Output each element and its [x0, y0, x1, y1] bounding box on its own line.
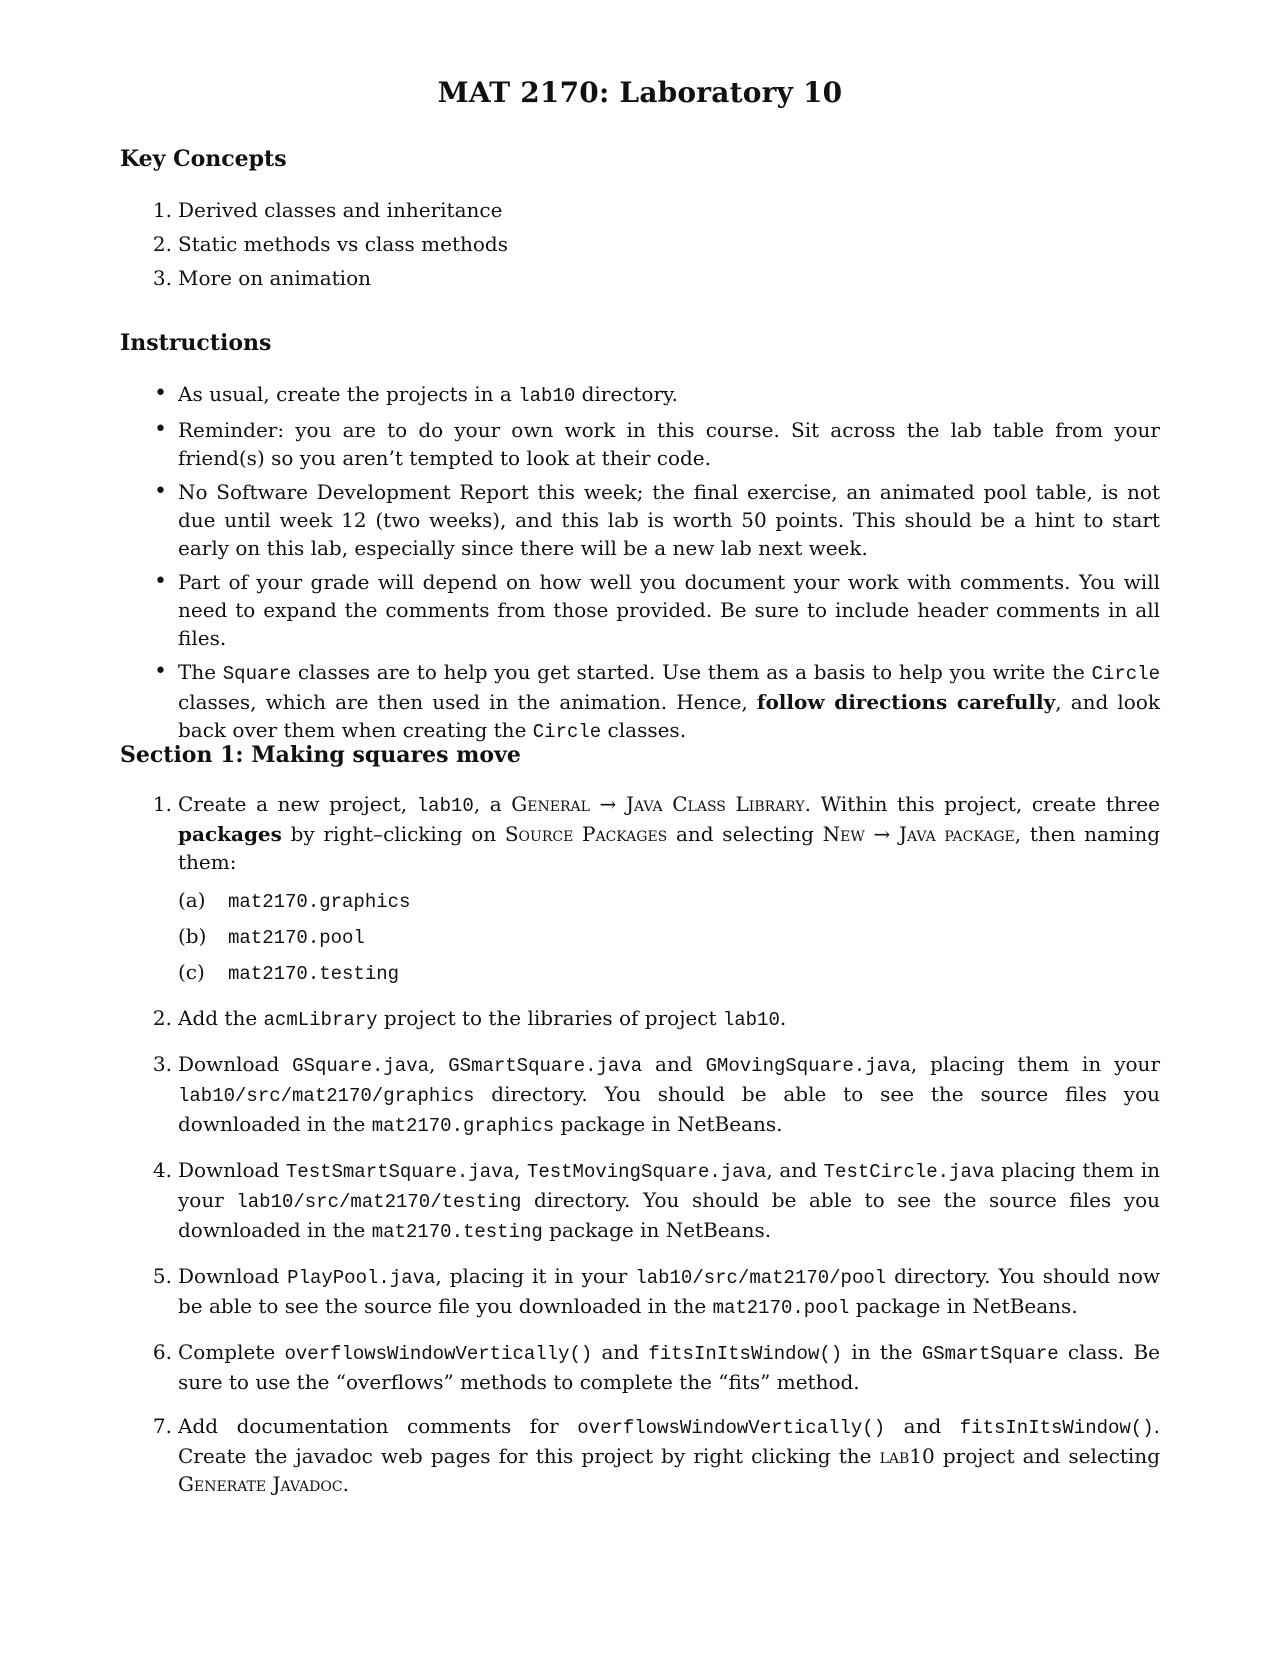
code: mat2170.pool	[712, 1297, 850, 1319]
code: overflowsWindowVertically()	[577, 1417, 886, 1439]
list-item	[120, 790, 1160, 876]
bullet-icon: •	[154, 659, 167, 684]
code: Square	[222, 663, 292, 685]
item-number: 7.	[152, 1414, 172, 1438]
item-number: 6.	[152, 1340, 172, 1364]
code: lab10/src/mat2170/pool	[635, 1267, 887, 1289]
item-number: 1.	[152, 792, 172, 816]
page-title: MAT 2170: Laboratory 10	[437, 76, 843, 109]
item-number: 4.	[152, 1158, 172, 1182]
text: , and	[766, 1158, 824, 1182]
bullet-icon: •	[154, 381, 167, 406]
instructions-heading: Instructions	[120, 330, 272, 356]
bullet-item	[120, 416, 1160, 472]
item-text: Static methods vs class methods	[178, 232, 508, 256]
list-item	[120, 230, 1160, 258]
code: lab10	[416, 795, 474, 817]
text: classes, which are then used in the animation. Hence,	[178, 690, 757, 714]
text: Complete	[178, 1340, 285, 1364]
sub-item	[120, 922, 1160, 952]
menu-label: Java package	[898, 822, 1015, 846]
bullet-icon: •	[154, 479, 167, 504]
text: classes.	[601, 718, 687, 742]
bullet-icon: •	[154, 417, 167, 442]
list-item	[120, 264, 1160, 292]
bold-text: follow directions carefully	[756, 690, 1056, 714]
menu-label: Java Class Library	[625, 792, 805, 816]
bullet-item	[120, 478, 1160, 562]
text: Reminder: you are to do your own work in this course. Sit across the lab table from your friend(s) so you aren’t tempted to look at their code.	[178, 418, 1160, 470]
text: .	[779, 1006, 787, 1030]
sub-item-label: (c)	[178, 960, 205, 984]
text: Download	[178, 1052, 293, 1076]
code: acmLibrary	[263, 1009, 378, 1031]
code: overflowsWindowVertically()	[284, 1343, 593, 1365]
text: . Create the javadoc web pages for this project by right clicking the	[178, 1414, 1160, 1468]
text: , and look back over them when creating the	[178, 690, 1161, 742]
text: , placing them in your	[910, 1052, 1160, 1076]
instructions-list	[120, 380, 1160, 746]
code: mat2170.testing	[371, 1221, 543, 1243]
key-concepts-heading: Key Concepts	[120, 146, 287, 172]
text: Create a new project,	[178, 792, 417, 816]
sub-item	[120, 886, 1160, 916]
text: Part of your grade will depend on how well you document your work with comments. You will need to expand the comments from those provided. Be sure to include header comments in all files.	[178, 570, 1160, 650]
item-number: 3.	[152, 1052, 172, 1076]
text: , then naming them:	[178, 822, 1161, 874]
code: TestSmartSquare.java	[285, 1161, 514, 1183]
code: Circle	[1091, 663, 1160, 685]
text: .	[342, 1472, 349, 1496]
text: Add the	[178, 1006, 264, 1030]
text: , placing it in your	[435, 1264, 636, 1288]
code: GMovingSquare.java	[705, 1055, 911, 1077]
menu-label: Generate Javadoc	[178, 1472, 343, 1496]
text: project to the libraries of project	[377, 1006, 723, 1030]
bullet-item	[120, 568, 1160, 652]
text: and	[592, 1340, 649, 1364]
arrow-icon: →	[873, 822, 891, 846]
key-concepts-list	[120, 196, 1160, 292]
code: GSmartSquare.java	[448, 1055, 643, 1077]
section1-heading: Section 1: Making squares move	[120, 742, 521, 768]
code: lab10	[518, 385, 576, 407]
text: and selecting	[667, 822, 823, 846]
code: fitsInItsWindow()	[959, 1417, 1154, 1439]
code: lab10	[722, 1009, 780, 1031]
code: TestMovingSquare.java	[526, 1161, 767, 1183]
menu-label: Source Packages	[504, 822, 668, 846]
text: directory. You should be able to see the source files you downloaded in the	[178, 1188, 1160, 1242]
code: mat2170.testing	[228, 963, 400, 985]
text: classes are to help you get started. Use them as a basis to help you write the	[291, 660, 1092, 684]
list-item	[120, 1156, 1160, 1246]
list-item	[120, 1338, 1160, 1396]
code: lab10/src/mat2170/testing	[236, 1191, 522, 1213]
bullet-item	[120, 380, 1160, 410]
text: package in NetBeans.	[554, 1112, 783, 1136]
list-item	[120, 1262, 1160, 1322]
text: in the	[842, 1340, 922, 1364]
text: by right–clicking on	[281, 822, 505, 846]
text: Download	[178, 1264, 288, 1288]
item-number: 2.	[152, 1006, 172, 1030]
item-number: 1.	[152, 198, 172, 222]
code: mat2170.pool	[228, 927, 365, 949]
menu-label: lab10	[879, 1444, 935, 1468]
text: ,	[513, 1158, 527, 1182]
code: mat2170.graphics	[228, 891, 411, 913]
list-item	[120, 1050, 1160, 1140]
list-item	[120, 1004, 1160, 1034]
bold-text: packages	[178, 822, 282, 846]
section1-list	[120, 790, 1160, 1498]
item-number: 2.	[152, 232, 172, 256]
arrow-icon: →	[599, 792, 617, 816]
text: placing them in your	[178, 1158, 1160, 1212]
list-item	[120, 196, 1160, 224]
menu-label: General	[511, 792, 590, 816]
text: and	[885, 1414, 960, 1438]
code: GSmartSquare	[921, 1343, 1059, 1365]
item-text: More on animation	[178, 266, 371, 290]
text: package in NetBeans.	[542, 1218, 772, 1242]
code: lab10/src/mat2170/graphics	[178, 1085, 475, 1107]
code: fitsInItsWindow()	[648, 1343, 843, 1365]
item-number: 5.	[152, 1264, 172, 1288]
text: No Software Development Report this week; the final exercise, an animated pool table, is not due until week 12 (two weeks), and this lab is worth 50 points. This should be a hint to start early on this lab, especially since there will be a new lab next week.	[178, 480, 1160, 560]
code: GSquare.java	[292, 1055, 429, 1077]
text: and	[642, 1052, 706, 1076]
text: class. Be sure to use the “overflows” methods to complete the “fits” method.	[178, 1340, 1161, 1394]
sub-item-label: (b)	[178, 924, 207, 948]
text: project and selecting	[934, 1444, 1160, 1468]
list-item	[120, 1412, 1160, 1498]
text: ,	[428, 1052, 449, 1076]
item-number: 3.	[152, 266, 172, 290]
text: package in NetBeans.	[849, 1294, 1078, 1318]
sub-item	[120, 958, 1160, 988]
code: Circle	[532, 721, 602, 743]
text: Download	[178, 1158, 286, 1182]
text: directory.	[575, 382, 679, 406]
menu-label: New	[822, 822, 865, 846]
text: , a	[473, 792, 512, 816]
code: PlayPool.java	[287, 1267, 436, 1289]
text: Add documentation comments for	[178, 1414, 578, 1438]
sub-item-label: (a)	[178, 888, 206, 912]
text: The	[178, 660, 223, 684]
text: As usual, create the projects in a	[178, 382, 519, 406]
text: directory. You should now be able to see the source file you downloaded in the	[178, 1264, 1160, 1318]
item-text: Derived classes and inheritance	[178, 198, 503, 222]
code: mat2170.graphics	[371, 1115, 555, 1137]
bullet-icon: •	[154, 569, 167, 594]
text: directory. You should be able to see the source files you downloaded in the	[178, 1082, 1160, 1136]
text: . Within this project, create three	[804, 792, 1161, 816]
code: TestCircle.java	[823, 1161, 995, 1183]
bullet-item	[120, 658, 1160, 746]
